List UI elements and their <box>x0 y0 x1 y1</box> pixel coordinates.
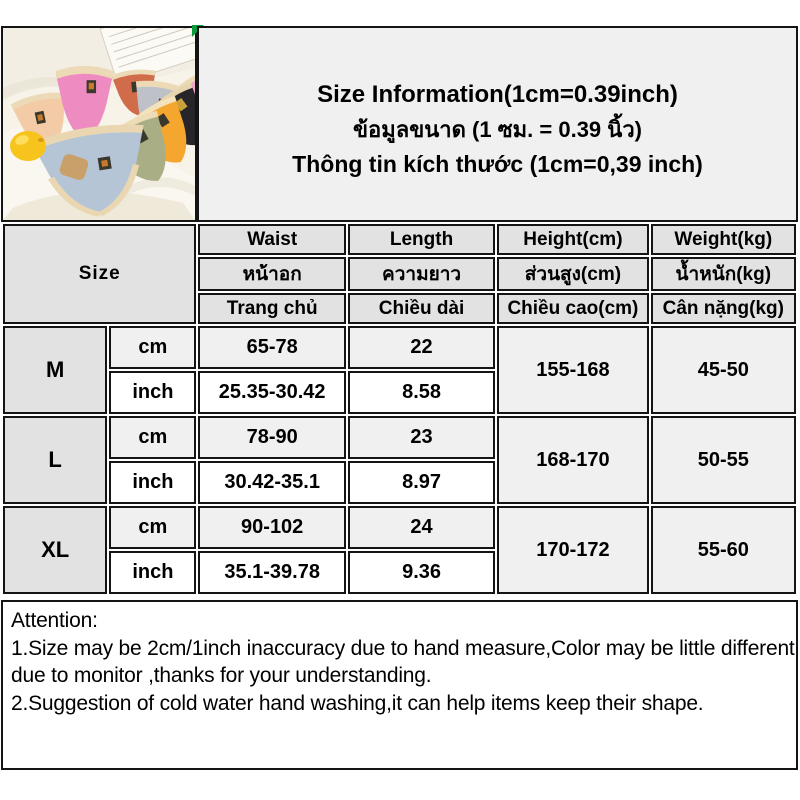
l-length-inch: 8.97 <box>348 461 495 504</box>
unit-cm: cm <box>109 506 196 549</box>
product-photo <box>3 28 195 220</box>
attention-box <box>1 600 798 770</box>
attention-line-2: due to monitor ,thanks for your understanding. <box>11 664 432 687</box>
size-header-cell: Size <box>3 224 196 324</box>
header-length-vi: Chiều dài <box>348 293 495 324</box>
l-height: 168-170 <box>497 416 648 504</box>
header-length-th: ความยาว <box>348 257 495 291</box>
lemon <box>10 131 46 161</box>
m-waist-inch: 25.35-30.42 <box>198 371 345 414</box>
header-weight-th: น้ำหนัก(kg) <box>651 257 796 291</box>
l-waist-inch: 30.42-35.1 <box>198 461 345 504</box>
l-weight: 50-55 <box>651 416 796 504</box>
m-length-inch: 8.58 <box>348 371 495 414</box>
unit-cm: cm <box>109 416 196 459</box>
unit-cm: cm <box>109 326 196 369</box>
header-length-en: Length <box>348 224 495 255</box>
xl-weight: 55-60 <box>651 506 796 594</box>
size-table <box>1 222 798 596</box>
unit-inch: inch <box>109 371 196 414</box>
m-height: 155-168 <box>497 326 648 414</box>
attention-heading: Attention: <box>11 609 98 632</box>
l-waist-cm: 78-90 <box>198 416 345 459</box>
unit-inch: inch <box>109 461 196 504</box>
xl-length-inch: 9.36 <box>348 551 495 594</box>
title-panel <box>197 26 798 222</box>
unit-inch: inch <box>109 551 196 594</box>
m-waist-cm: 65-78 <box>198 326 345 369</box>
size-l-cell: L <box>3 416 107 504</box>
attention-line-1: 1.Size may be 2cm/1inch inaccuracy due to hand measure,Color may be little different <box>11 636 795 660</box>
header-waist-vi: Trang chủ <box>198 293 345 324</box>
header-weight-en: Weight(kg) <box>651 224 796 255</box>
product-photo-panel <box>1 26 197 222</box>
header-waist-th: หน้าอก <box>198 257 345 291</box>
m-length-cm: 22 <box>348 326 495 369</box>
attention-line-3: 2.Suggestion of cold water hand washing,it can help items keep their shape. <box>11 691 704 715</box>
header-height-en: Height(cm) <box>497 224 648 255</box>
m-weight: 45-50 <box>651 326 796 414</box>
size-xl-cell: XL <box>3 506 107 594</box>
header-height-vi: Chiều cao(cm) <box>497 293 648 324</box>
xl-height: 170-172 <box>497 506 648 594</box>
title-thai: ข้อมูลขนาด (1 ซม. = 0.39 นิ้ว) <box>352 116 642 142</box>
header-weight-vi: Cân nặng(kg) <box>651 293 796 324</box>
xl-waist-inch: 35.1-39.78 <box>198 551 345 594</box>
header-height-th: ส่วนสูง(cm) <box>497 257 648 291</box>
xl-waist-cm: 90-102 <box>198 506 345 549</box>
xl-length-cm: 24 <box>348 506 495 549</box>
title-vietnamese: Thông tin kích thước (1cm=0,39 inch) <box>292 150 703 177</box>
l-length-cm: 23 <box>348 416 495 459</box>
header-waist-en: Waist <box>198 224 345 255</box>
size-m-cell: M <box>3 326 107 414</box>
title-english: Size Information(1cm=0.39inch) <box>317 80 678 108</box>
